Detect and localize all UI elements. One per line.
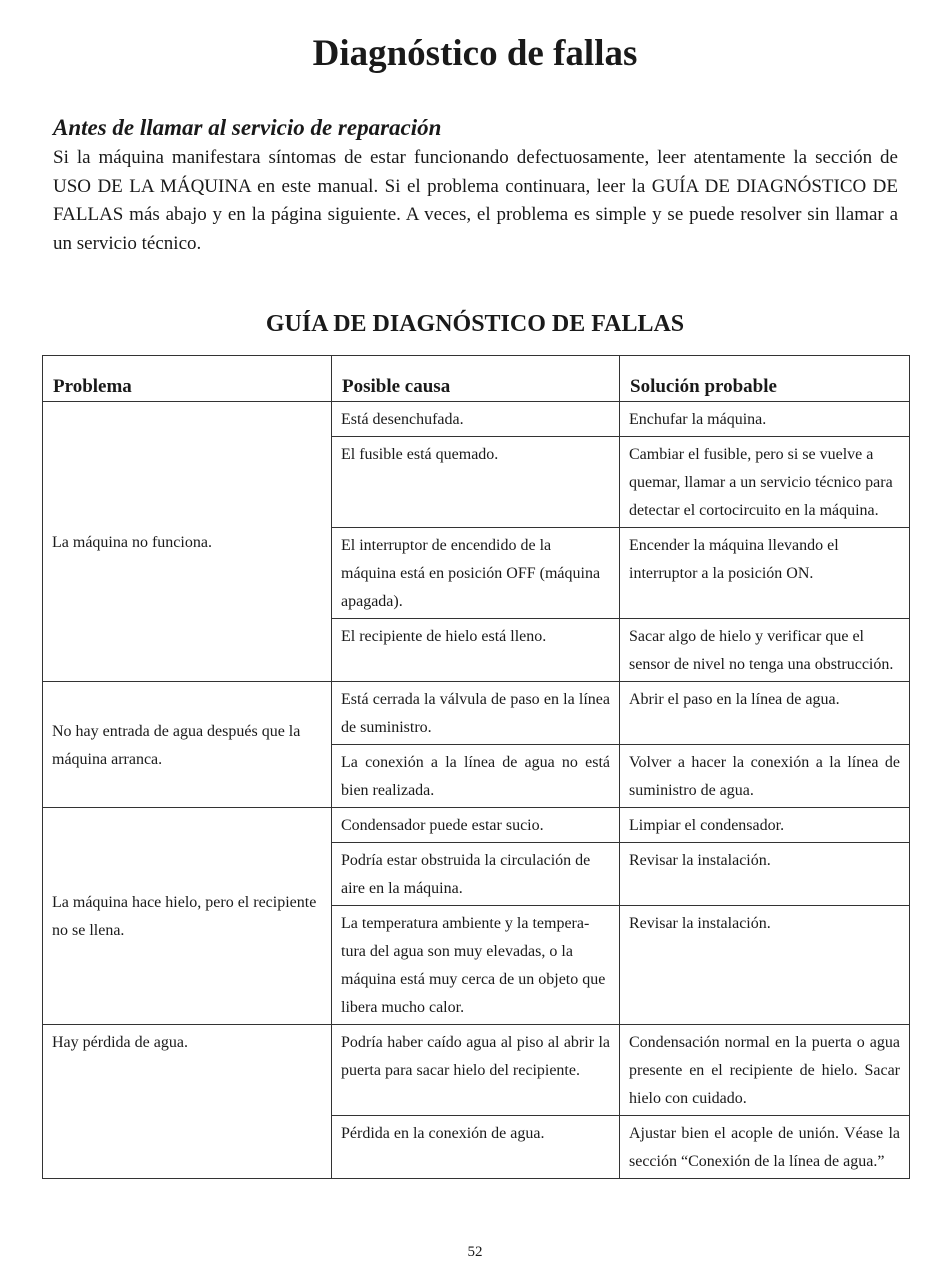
solution-cell: Revisar la instalación. xyxy=(620,843,910,906)
solution-cell: Limpiar el condensador. xyxy=(620,808,910,843)
header-problem: Problema xyxy=(43,356,332,402)
table-row xyxy=(43,808,910,843)
solution-cell: Volver a hacer la conexión a la línea de suministro de agua. xyxy=(620,745,910,808)
header-cause: Posible causa xyxy=(332,356,620,402)
solution-cell: Enchufar la máquina. xyxy=(620,402,910,437)
problem-cell: La máquina no funciona. xyxy=(43,402,332,682)
solution-cell: Revisar la instalación. xyxy=(620,906,910,1025)
solution-cell: Sacar algo de hielo y verificar que el sensor de nivel no tenga una obstrucción. xyxy=(620,619,910,682)
cause-cell: El recipiente de hielo está lleno. xyxy=(332,619,620,682)
cause-cell: El interruptor de encendido de la máquina está en posición OFF (máquina apagada). xyxy=(332,528,620,619)
solution-cell: Cambiar el fusible, pero si se vuelve a quemar, llamar a un servicio técnico para detectar el cortocircuito en la máquina. xyxy=(620,437,910,528)
cause-cell: Está desenchufada. xyxy=(332,402,620,437)
cause-cell: Está cerrada la válvula de paso en la línea de suministro. xyxy=(332,682,620,745)
problem-cell: La máquina hace hielo, pero el recipiente no se llena. xyxy=(43,808,332,1025)
table-title: GUÍA DE DIAGNÓSTICO DE FALLAS xyxy=(265,311,685,337)
page-title: Diagnóstico de fallas xyxy=(312,33,638,74)
solution-cell: Ajustar bien el acople de unión. Véase la sección “Conexión de la línea de agua.” xyxy=(620,1116,910,1179)
table-header-row xyxy=(43,356,910,402)
table-row xyxy=(43,682,910,745)
cause-cell: Condensador puede estar sucio. xyxy=(332,808,620,843)
cause-cell: La conexión a la línea de agua no está bien realizada. xyxy=(332,745,620,808)
cause-cell: La temperatura ambiente y la tempera-tura del agua son muy elevadas, o la máquina está muy cerca de un objeto que libera mucho calor. xyxy=(332,906,620,1025)
solution-cell: Encender la máquina llevando el interruptor a la posición ON. xyxy=(620,528,910,619)
problem-cell: Hay pérdida de agua. xyxy=(43,1025,332,1179)
cause-cell: Pérdida en la conexión de agua. xyxy=(332,1116,620,1179)
table-row xyxy=(43,402,910,437)
header-solution: Solución probable xyxy=(620,356,910,402)
cause-cell: Podría haber caído agua al piso al abrir la puerta para sacar hielo del recipiente. xyxy=(332,1025,620,1116)
cause-cell: El fusible está quemado. xyxy=(332,437,620,528)
solution-cell: Condensación normal en la puerta o agua presente en el recipiente de hielo. Sacar hielo con cuidado. xyxy=(620,1025,910,1116)
troubleshooting-table xyxy=(42,355,910,1179)
page-number: 52 xyxy=(467,1244,483,1260)
section-heading: Antes de llamar al servicio de reparación xyxy=(53,115,442,140)
problem-cell: No hay entrada de agua después que la máquina arranca. xyxy=(43,682,332,808)
solution-cell: Abrir el paso en la línea de agua. xyxy=(620,682,910,745)
table-row xyxy=(43,1025,910,1116)
cause-cell: Podría estar obstruida la circulación de aire en la máquina. xyxy=(332,843,620,906)
intro-paragraph: Si la máquina manifestara síntomas de estar funcionando defectuosamente, leer atentamente la sección de USO DE LA MÁQUINA en este manual. Si el problema continuara, leer la GUÍA DE DIAGNÓSTICO DE FALLAS más abajo y en la página siguiente. A veces, el problema es simple y se puede resolver sin llamar a un servicio técnico. xyxy=(53,147,898,254)
